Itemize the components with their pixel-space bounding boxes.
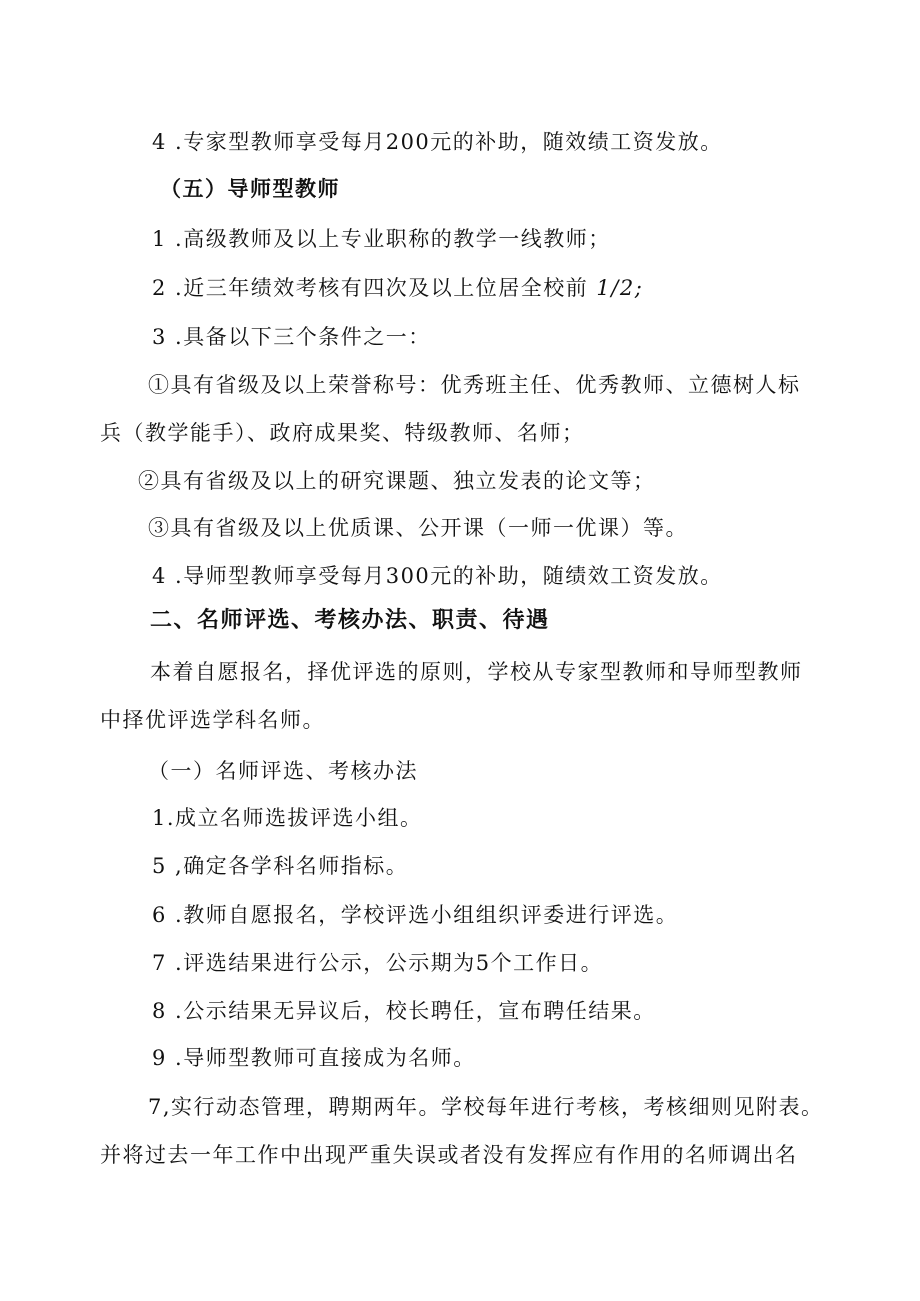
paragraph-line: 3 .具备以下三个条件之一：: [152, 325, 431, 349]
fraction-text: 1/2;: [596, 276, 644, 300]
subsection-heading: （一）名师评选、考核办法: [148, 759, 418, 783]
paragraph-line: 7,实行动态管理，聘期两年。学校每年进行考核，考核细则见附表。: [148, 1095, 824, 1119]
paragraph-line: 本着自愿报名，择优评选的原则，学校从专家型教师和导师型教师: [150, 660, 803, 684]
section-heading: （五）导师型教师: [160, 177, 340, 201]
paragraph-line: [152, 273, 643, 303]
paragraph-line: 6 .教师自愿报名，学校评选小组组织评委进行评选。: [152, 903, 679, 927]
paragraph-line: ③具有省级及以上优质课、公开课（一师一优课）等。: [148, 516, 688, 540]
section-heading: 二、名师评选、考核办法、职责、待遇: [150, 608, 550, 633]
paragraph-line: 7 .评选结果进行公示，公示期为5个工作日。: [152, 951, 604, 975]
paragraph-line: 4 .专家型教师享受每月200元的补助，随效绩工资发放。: [152, 130, 723, 154]
paragraph-line: 1.成立名师选拔评选小组。: [152, 806, 423, 830]
paragraph-text: 2 .近三年绩效考核有四次及以上位居全校前: [152, 276, 589, 300]
paragraph-line: 8 .公示结果无异议后，校长聘任，宣布聘任结果。: [152, 999, 656, 1023]
paragraph-line: ①具有省级及以上荣誉称号：优秀班主任、优秀教师、立德树人标: [148, 373, 801, 397]
paragraph-line: ②具有省级及以上的研究课题、独立发表的论文等；: [138, 469, 656, 493]
paragraph-line: 5 ,确定各学科名师指标。: [152, 854, 409, 878]
paragraph-line: 并将过去一年工作中出现严重失误或者没有发挥应有作用的名师调出名: [100, 1143, 798, 1167]
paragraph-line: 1 .高级教师及以上专业职称的教学一线教师；: [152, 227, 611, 251]
paragraph-line: 4 .导师型教师享受每月300元的补助，随绩效工资发放。: [152, 564, 723, 588]
paragraph-line: 9 .导师型教师可直接成为名师。: [152, 1046, 476, 1070]
paragraph-line: 兵（教学能手）、政府成果奖、特级教师、名师；: [100, 421, 585, 445]
paragraph-line: 中择优评选学科名师。: [100, 708, 325, 732]
